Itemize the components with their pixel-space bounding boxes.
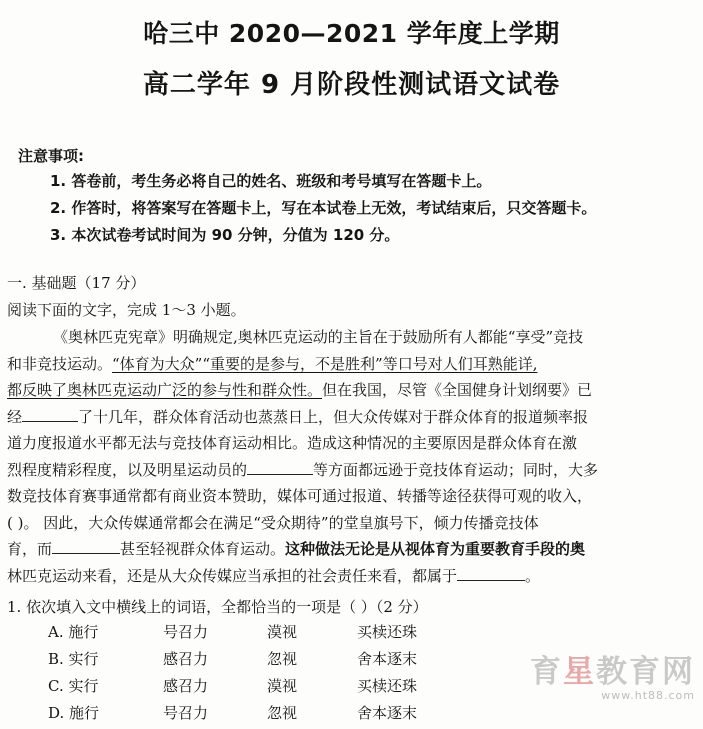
exam-title: 哈三中 2020—2021 学年度上学期: [143, 19, 560, 48]
underlined-text: “体育为大众”“重要的是参与，不是胜利”等口号对人们耳熟能详,: [112, 354, 538, 373]
passage-line: 都反映了奥林匹克运动广泛的参与性和群众性。但在我国，尽管《全国健身计划纲要》已: [7, 381, 593, 399]
passage-line: 《奥林匹克宪章》明确规定,奥林匹克运动的主旨在于鼓励所有人都能“享受”竞技: [53, 328, 584, 346]
exam-subtitle: 高二学年 9 月阶段性测试语文试卷: [142, 70, 561, 100]
answer-blank: [247, 458, 313, 475]
question-1: 1. 依次填入文中横线上的词语，全都恰当的一项是（ ）（2 分）: [7, 598, 428, 616]
passage-line: 经 了十几年，群众体育活动也蒸蒸日上，但大众传媒对于群众体育的报道频率报: [7, 404, 693, 431]
option-a: A. 施行 号召力 漠视 买椟还珠: [48, 623, 418, 641]
notice-item-2: 2. 作答时，将答案写在答题卡上，写在本试卷上无效，考试结束后，只交答题卡。: [50, 199, 597, 217]
passage-line: 数竞技体育赛事通常都有商业资本赞助，媒体可通过报道、转播等途径获得可观的收入，: [7, 487, 593, 505]
site-watermark: 育星教育网 www.ht88.com: [530, 654, 695, 702]
passage-line: 林匹克运动来看，还是从大众传媒应当承担的社会责任来看，都属于 。: [7, 563, 693, 590]
passage-line: 育，而 甚至轻视群众体育运动。这种做法无论是从视体育为重要教育手段的奥: [7, 536, 693, 563]
passage-line: 道力度报道水平都无法与竞技体育运动相比。造成这种情况的主要原因是群众体育在激: [7, 434, 578, 452]
option-c: C. 实行 感召力 漠视 买椟还珠: [48, 677, 418, 695]
option-d: D. 施行 号召力 忽视 舍本逐末: [48, 704, 418, 722]
reading-passage: [7, 324, 693, 589]
section-instruction: 阅读下面的文字，完成 1～3 小题。: [7, 301, 246, 319]
answer-blank: [457, 564, 525, 581]
section-title: 一. 基础题（17 分）: [7, 274, 146, 292]
notice-item-3: 3. 本次试卷考试时间为 90 分钟，分值为 120 分。: [50, 226, 400, 244]
passage-line: 烈程度精彩程度，以及明星运动员的 等方面都远逊于竞技体育运动；同时，大多: [7, 457, 693, 484]
answer-blank: [52, 537, 120, 554]
answer-blank: [22, 405, 78, 422]
notice-heading: 注意事项:: [18, 147, 84, 165]
underlined-text: 都反映了奥林匹克运动广泛的参与性和群众性。: [7, 381, 323, 399]
watermark-url: www.ht88.com: [601, 689, 695, 702]
passage-line: 和非竞技运动。“体育为大众”“重要的是参与，不是胜利”等口号对人们耳熟能详,: [7, 354, 538, 373]
notice-item-1: 1. 答卷前，考生务必将自己的姓名、班级和考号填写在答题卡上。: [50, 172, 492, 190]
passage-line: ( )。 因此，大众传媒通常都会在满足“受众期待”的堂皇旗号下，倾力传播竞技体: [7, 513, 539, 532]
option-b: B. 实行 感召力 忽视 舍本逐末: [48, 650, 418, 668]
answer-options: [48, 621, 467, 729]
